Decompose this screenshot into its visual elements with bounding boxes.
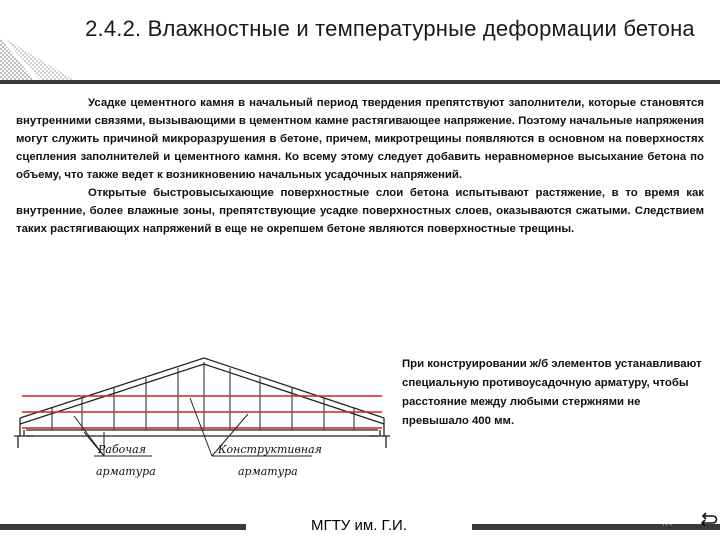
- truss-outline: [14, 358, 390, 448]
- footer-bar-left: [0, 524, 246, 530]
- label-working-line2: арматура: [96, 465, 156, 478]
- return-arrow-icon[interactable]: [700, 510, 718, 528]
- corner-decoration: [0, 0, 74, 80]
- toc-link[interactable]: К содержанию: [652, 520, 693, 526]
- label-working-line1: Рабочая: [98, 443, 146, 456]
- paragraph-2: Открытые быстровысыхающие поверхностные слои бетона испытывают растяжение, в то время как внутренние, более влажные зоны, препятствующие усадке поверхностных слоев, оказываются сжатыми. Следствием таких растягивающих напряжений в еще не окрепшем бетоне являются поверхностные трещины.: [16, 187, 704, 235]
- label-constructive-line1: Конструктивная: [218, 443, 322, 456]
- header-divider: [0, 80, 720, 84]
- body-text: [16, 94, 704, 238]
- label-constructive-line2: арматура: [238, 465, 298, 478]
- paragraph-1: Усадке цементного камня в начальный период твердения препятствуют заполнители, которые становятся внутренними связями, вызывающими в цементном камне растягивающее напряжение. Поэтому начальные напряжения могут служить причиной микроразрушения в бетоне, причем, микротрещины появляются в основном на поверхностях сцепления заполнителей и цементного камня. Ко всему этому следует добавить неравномерное высыхание бетона по объему, что также ведет к возникновению начальных усадочных напряжений.: [16, 97, 704, 181]
- slide-title: 2.4.2. Влажностные и температурные деформации бетона: [85, 16, 695, 41]
- reinforcement-diagram: [12, 352, 397, 482]
- side-note: При конструировании ж/б элементов устанавливают специальную противоусадочную арматуру, чтобы расстояние между любыми стержнями не превышало 400 мм.: [402, 358, 702, 427]
- footer-institution: МГТУ им. Г.И.: [311, 517, 407, 534]
- constructive-reinforcement: [22, 396, 382, 428]
